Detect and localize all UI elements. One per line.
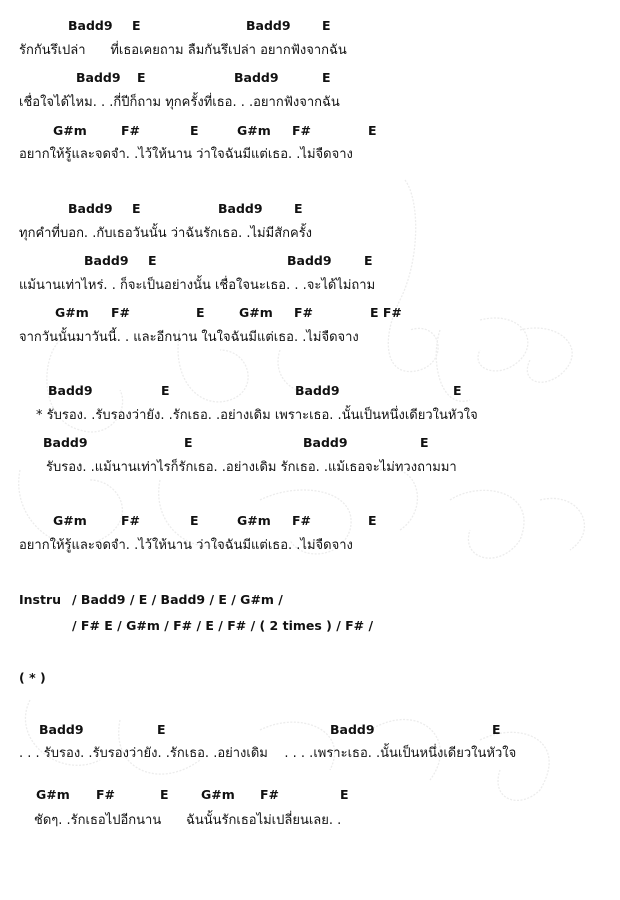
chord: F# (96, 787, 116, 802)
repeat-marker: ( * ) (19, 670, 46, 685)
chord: E (420, 435, 429, 450)
chord-line (0, 254, 620, 268)
chord: E (190, 513, 199, 528)
chord: Badd9 (43, 435, 88, 450)
chord: F# (292, 513, 312, 528)
chord-line (0, 124, 620, 138)
chord-line (0, 384, 620, 398)
chord: E (322, 70, 331, 85)
chord: E (368, 513, 377, 528)
chord: E (368, 123, 377, 138)
lyric-line: เชื่อใจได้ไหม. . .กี่ปีก็ถาม ทุกครั้งที่เธอ. . .อยากฟังจากฉัน (19, 95, 340, 110)
chord-line (0, 202, 620, 216)
lyric-line: * รับรอง. .รับรองว่ายัง. .รักเธอ. .อย่างเดิม เพราะเธอ. .นั้นเป็นหนึ่งเดียวในหัวใจ (36, 408, 478, 423)
chord: Badd9 (39, 722, 84, 737)
chord: Badd9 (246, 18, 291, 33)
chord: Badd9 (68, 18, 113, 33)
lyric-line: . . . รับรอง. .รับรองว่ายัง. .รักเธอ. .อย่างเดิม . . . .เพราะเธอ. .นั้นเป็นหนึ่งเดียวในหัวใจ (19, 746, 517, 761)
instru-label: Instru (19, 592, 62, 607)
chord: F# (111, 305, 131, 320)
chord: E (132, 201, 141, 216)
chord-line (0, 19, 620, 33)
lyric-line: ทุกคำที่บอก. .กับเธอวันนั้น ว่าฉันรักเธอ. .ไม่มีสักครั้ง (19, 226, 313, 241)
chord: E (196, 305, 205, 320)
chord: F# (260, 787, 280, 802)
chord: G#m (53, 513, 87, 528)
chord: G#m (237, 123, 271, 138)
chord: E (132, 18, 141, 33)
instru-line-1: / Badd9 / E / Badd9 / E / G#m / (72, 592, 283, 607)
chord: Badd9 (84, 253, 129, 268)
chord: E (184, 435, 193, 450)
chord: E (453, 383, 462, 398)
chord: G#m (53, 123, 87, 138)
lyric-line: อยากให้รู้และจดจำ. .ไว้ให้นาน ว่าใจฉันมีแต่เธอ. .ไม่จืดจาง (19, 538, 353, 553)
instru-line-2: / F# E / G#m / F# / E / F# / ( 2 times ) / F# / (72, 618, 374, 633)
chord: G#m (55, 305, 89, 320)
chord-line (0, 436, 620, 450)
chord: E (294, 201, 303, 216)
chord: E (157, 722, 166, 737)
lyric-line: แม้นานเท่าไหร่. . ก็จะเป็นอย่างนั้น เชื่อใจนะเธอ. . .จะได้ไม่ถาม (19, 278, 376, 293)
chord: Badd9 (68, 201, 113, 216)
chord: Badd9 (48, 383, 93, 398)
chord: E (340, 787, 349, 802)
chord: E (364, 253, 373, 268)
chord: Badd9 (234, 70, 279, 85)
lyric-line: รับรอง. .แม้นานเท่าไรก็รักเธอ. .อย่างเดิม รักเธอ. .แม้เธอจะไม่ทวงถามมา (46, 460, 457, 475)
lyric-line: ชัดๆ. .รักเธอไปอีกนาน ฉันนั้นรักเธอไม่เปลี่ยนเลย. . (34, 813, 342, 828)
chord: F# (121, 513, 141, 528)
chord-line (0, 723, 620, 737)
chord: G#m (239, 305, 273, 320)
chord: F# (121, 123, 141, 138)
chord: G#m (201, 787, 235, 802)
chord: Badd9 (303, 435, 348, 450)
chord: Badd9 (218, 201, 263, 216)
lyric-line: จากวันนั้นมาวันนี้. . และอีกนาน ในใจฉันมีแต่เธอ. .ไม่จืดจาง (19, 330, 359, 345)
chord: E (190, 123, 199, 138)
chord: G#m (237, 513, 271, 528)
chord: E (160, 787, 169, 802)
chord: G#m (36, 787, 70, 802)
lyric-line: อยากให้รู้และจดจำ. .ไว้ให้นาน ว่าใจฉันมีแต่เธอ. .ไม่จืดจาง (19, 147, 353, 162)
chord: Badd9 (287, 253, 332, 268)
chord: E (148, 253, 157, 268)
lyric-line: รักกันรึเปล่า ที่เธอเคยถาม ลืมกันรึเปล่า อยากฟังจากฉัน (19, 43, 347, 58)
chord: Badd9 (330, 722, 375, 737)
chord: Badd9 (76, 70, 121, 85)
chord: E (322, 18, 331, 33)
chord: F# (292, 123, 312, 138)
chord-line (0, 788, 620, 802)
chord: E (137, 70, 146, 85)
chord: Badd9 (295, 383, 340, 398)
chord-line (0, 514, 620, 528)
chord: F# (294, 305, 314, 320)
chord-line (0, 306, 620, 320)
chord-line (0, 71, 620, 85)
chord: E F# (370, 305, 402, 320)
chord: E (492, 722, 501, 737)
chord: E (161, 383, 170, 398)
